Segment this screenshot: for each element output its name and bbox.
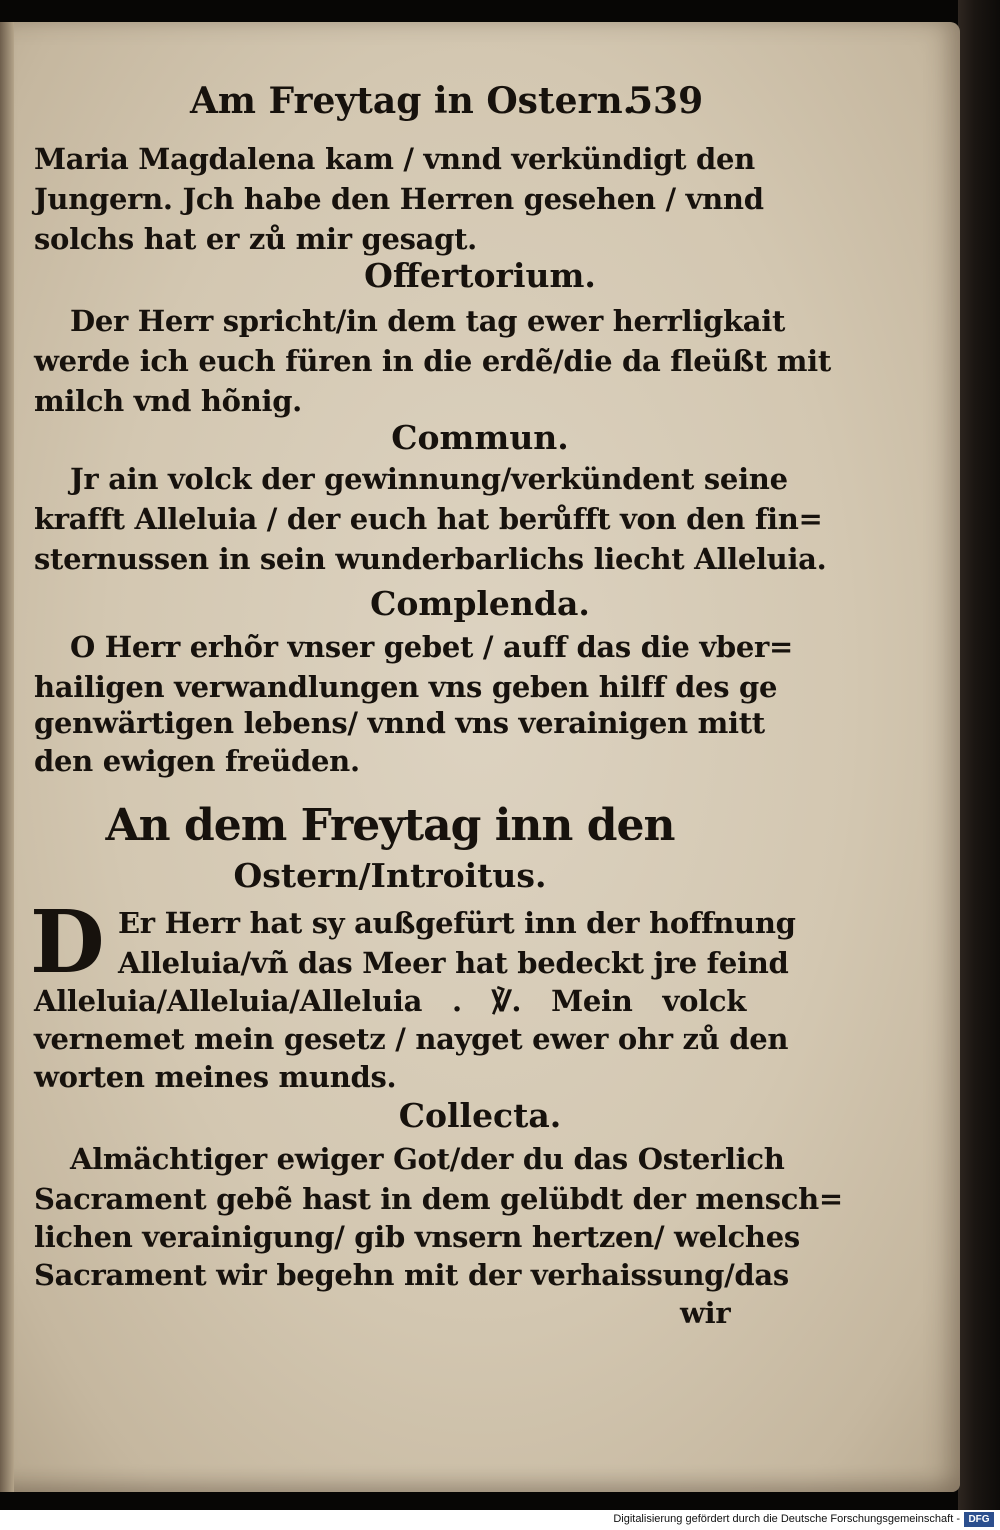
text-line: genwärtigen lebens/ vnnd vns verainigen mitt [34, 706, 765, 740]
section-subtitle: Ostern/Introitus. [233, 856, 547, 895]
book-spine [958, 0, 1000, 1510]
funding-credit: Digitalisierung gefördert durch die Deutsche Forschungsgemeinschaft - [613, 1513, 960, 1525]
running-head: Am Freytag in Ostern. [190, 80, 636, 122]
text-line: worten meines munds. [34, 1060, 397, 1094]
text-line: Sacrament wir begehn mit der verhaissung/das [34, 1258, 789, 1292]
commun-heading: Commun. [391, 418, 569, 457]
text-line: den ewigen freüden. [34, 744, 360, 778]
text-line: Der Herr spricht/in dem tag ewer herrligkait [70, 304, 786, 338]
dfg-logo: DFG [964, 1512, 994, 1527]
text-line: Alleluia/Alleluia/Alleluia . ℣. Mein volck [34, 984, 746, 1018]
text-line: milch vnd hõnig. [34, 384, 302, 418]
text-line: Jungern. Jch habe den Herren gesehen / vnnd [34, 182, 764, 216]
text-line: O Herr erhõr vnser gebet / auff das die vber= [70, 630, 794, 664]
text-line: Er Herr hat sy außgefürt inn der hoffnung [118, 906, 796, 940]
text-line: werde ich euch füren in die erdẽ/die da fleüßt mit [34, 344, 831, 378]
catchword: wir [680, 1296, 731, 1330]
drop-cap: D [30, 892, 105, 993]
offertorium-heading: Offertorium. [364, 256, 596, 295]
text-line: Alleluia/vñ das Meer hat bedeckt jre feind [118, 946, 789, 980]
text-line: vernemet mein gesetz / nayget ewer ohr zů den [34, 1022, 789, 1056]
text-line: Maria Magdalena kam / vnnd verkündigt den [34, 142, 755, 176]
text-line: Sacrament gebẽ hast in dem gelübdt der mensch= [34, 1182, 843, 1216]
text-line: Almächtiger ewiger Got/der du das Osterlich [70, 1142, 785, 1176]
complenda-heading: Complenda. [370, 584, 590, 623]
text-line: lichen verainigung/ gib vnsern hertzen/ welches [34, 1220, 800, 1254]
text-line: sternussen in sein wunderbarlichs liecht Alleluia. [34, 542, 827, 576]
section-title: An dem Freytag inn den [105, 800, 675, 851]
text-line: hailigen verwandlungen vns geben hilff des ge [34, 670, 778, 704]
text-line: Jr ain volck der gewinnung/verkündent seine [70, 462, 788, 496]
text-line: krafft Alleluia / der euch hat berůfft von den fin= [34, 502, 823, 536]
collecta-heading: Collecta. [398, 1096, 562, 1135]
text-line: solchs hat er zů mir gesagt. [34, 222, 477, 256]
page-number: 539 [628, 80, 704, 122]
